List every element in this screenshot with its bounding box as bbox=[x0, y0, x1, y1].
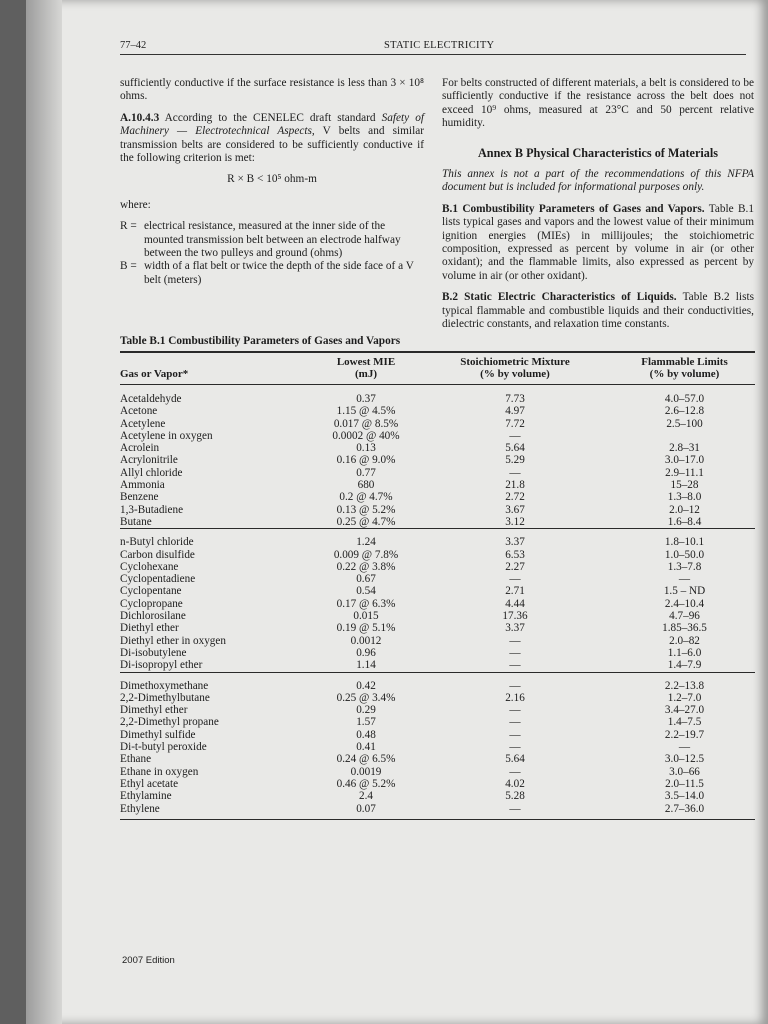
section-number: A.10.4.3 bbox=[120, 111, 160, 124]
separator-cell bbox=[416, 672, 614, 680]
cell-mie: 1.24 bbox=[356, 536, 376, 549]
group-separator bbox=[120, 672, 755, 680]
table-row bbox=[120, 635, 755, 647]
cell-mie: 680 bbox=[357, 479, 375, 492]
cell-flammable-limits: 2.6–12.8 bbox=[664, 405, 705, 418]
separator-cell bbox=[316, 529, 416, 537]
table-row bbox=[120, 647, 755, 659]
header-flam-line2: (% by volume) bbox=[649, 368, 720, 380]
page-gutter bbox=[26, 0, 62, 1024]
cell-mie: 0.16 @ 9.0% bbox=[336, 454, 396, 467]
row-spacer bbox=[120, 385, 755, 394]
cell-gas: Cyclohexane bbox=[120, 560, 179, 573]
cell-gas: Dichlorosilane bbox=[120, 610, 186, 623]
cell-gas: Di-isopropyl ether bbox=[120, 659, 203, 672]
cell-mie: 0.48 bbox=[356, 728, 376, 741]
table-row bbox=[120, 622, 755, 634]
table-row bbox=[120, 716, 755, 728]
cell-stoichiometric: — bbox=[509, 716, 521, 729]
cell-mie: 0.77 bbox=[356, 466, 376, 479]
table-row bbox=[120, 491, 755, 503]
cell-stoichiometric: 5.29 bbox=[505, 454, 525, 467]
standard-title: Safety of Machinery — Electrotechnical Aspects, bbox=[120, 111, 425, 138]
cell-mie: 0.07 bbox=[316, 803, 416, 820]
cell-flammable-limits: 3.4–27.0 bbox=[664, 704, 705, 717]
header-stoich-line2: (% by volume) bbox=[480, 368, 550, 380]
cell-gas: Diethyl ether in oxygen bbox=[120, 634, 226, 647]
paragraph-b2 bbox=[442, 291, 754, 331]
cell-gas: Acetone bbox=[120, 405, 158, 418]
table-b1 bbox=[120, 351, 755, 820]
spacer-cell bbox=[614, 385, 755, 394]
cell-stoichiometric: — bbox=[416, 803, 614, 820]
table-row bbox=[120, 585, 755, 597]
annex-heading: Annex B Physical Characteristics of Materials bbox=[478, 145, 718, 160]
cell-flammable-limits: 2.9–11.1 bbox=[665, 466, 704, 479]
table-body bbox=[120, 385, 755, 820]
cell-stoichiometric: 3.37 bbox=[505, 536, 525, 549]
separator-cell bbox=[120, 529, 316, 537]
cell-gas: Acetylene in oxygen bbox=[120, 429, 213, 442]
cell-gas: Benzene bbox=[120, 491, 159, 504]
cell-mie: 0.54 bbox=[356, 585, 376, 598]
cell-mie: 0.13 bbox=[356, 442, 376, 455]
page-number: 77–42 bbox=[120, 40, 147, 51]
cell-stoichiometric: 2.72 bbox=[505, 491, 525, 504]
table-row bbox=[120, 442, 755, 454]
cell-stoichiometric: — bbox=[509, 765, 521, 778]
cell-flammable-limits: 2.5–100 bbox=[666, 417, 703, 430]
definition-r bbox=[120, 220, 424, 260]
variable-label: B = bbox=[120, 260, 137, 273]
variable-text: width of a flat belt or twice the depth of the side face of a V belt (meters) bbox=[144, 260, 414, 286]
cell-stoichiometric: 3.67 bbox=[505, 503, 525, 516]
cell-gas: Ethane bbox=[120, 753, 152, 766]
cell-gas: Acetylene bbox=[120, 417, 166, 430]
separator-cell bbox=[614, 672, 755, 680]
cell-stoichiometric: — bbox=[509, 679, 521, 692]
cell-gas: Ethylene bbox=[120, 803, 316, 820]
separator-cell bbox=[316, 672, 416, 680]
cell-mie: 2.4 bbox=[359, 790, 373, 803]
cell-gas: Di-t-butyl peroxide bbox=[120, 741, 207, 754]
table-row bbox=[120, 790, 755, 802]
table-row bbox=[120, 393, 755, 405]
cell-stoichiometric: — bbox=[509, 659, 521, 672]
cell-gas: Ethyl acetate bbox=[120, 777, 179, 790]
paragraph-a-10-4-3 bbox=[120, 112, 424, 166]
cell-gas: Cyclopentane bbox=[120, 585, 182, 598]
cell-stoichiometric: 5.28 bbox=[505, 790, 525, 803]
cell-stoichiometric: — bbox=[509, 429, 521, 442]
cell-flammable-limits: 2.0–82 bbox=[669, 634, 700, 647]
cell-mie: 0.22 @ 3.8% bbox=[336, 560, 396, 573]
cell-gas: Dimethyl ether bbox=[120, 704, 188, 717]
cell-gas: Di-isobutylene bbox=[120, 646, 187, 659]
variable-label: R = bbox=[120, 220, 137, 233]
cell-mie: 0.25 @ 4.7% bbox=[336, 515, 396, 528]
paragraph-text: Table B.2 lists typical flammable and combustible liquids and their conductivities, dielectric constants, and relaxation time constants. bbox=[442, 291, 754, 331]
table-caption: Table B.1 Combustibility Parameters of Gases and Vapors bbox=[120, 335, 401, 347]
variable-text: electrical resistance, measured at the inner side of the mounted transmission belt between an electrode halfway between the two pulleys and ground (ohms) bbox=[144, 220, 401, 260]
cell-stoichiometric: — bbox=[509, 634, 521, 647]
paragraph-text: According to the CENELEC draft standard bbox=[159, 111, 382, 124]
cell-flammable-limits: 1.6–8.4 bbox=[667, 515, 702, 528]
cell-mie: 0.0002 @ 40% bbox=[332, 429, 400, 442]
separator-cell bbox=[120, 672, 316, 680]
cell-flammable-limits: 4.7–96 bbox=[669, 610, 700, 623]
cell-stoichiometric: 7.73 bbox=[505, 393, 525, 405]
cell-flammable-limits: 2.0–12 bbox=[669, 503, 700, 516]
cell-flammable-limits: 1.3–7.8 bbox=[667, 560, 702, 573]
cell-flammable-limits: 15–28 bbox=[670, 479, 699, 492]
cell-gas: Acetaldehyde bbox=[120, 393, 182, 405]
cell-mie: 0.46 @ 5.2% bbox=[336, 777, 396, 790]
table-row bbox=[120, 549, 755, 561]
section-heading-b1: B.1 Combustibility Parameters of Gases and Vapors. bbox=[442, 202, 705, 215]
cell-flammable-limits: 1.8–10.1 bbox=[664, 536, 705, 549]
cell-flammable-limits: 2.2–13.8 bbox=[664, 679, 705, 692]
cell-mie: 0.37 bbox=[356, 393, 376, 405]
cell-stoichiometric: 3.12 bbox=[505, 515, 525, 528]
cell-stoichiometric: 2.71 bbox=[505, 585, 525, 598]
cell-gas: Dimethoxymethane bbox=[120, 679, 209, 692]
cell-stoichiometric: — bbox=[509, 466, 521, 479]
cell-stoichiometric: — bbox=[509, 741, 521, 754]
cell-gas: Carbon disulfide bbox=[120, 548, 195, 561]
cell-flammable-limits: 3.0–66 bbox=[669, 765, 700, 778]
cell-stoichiometric: 4.97 bbox=[505, 405, 525, 418]
cell-gas: Ethylamine bbox=[120, 790, 172, 803]
header-flam-line1: Flammable Limits bbox=[641, 356, 728, 368]
where-label: where: bbox=[120, 198, 151, 211]
table-row bbox=[120, 479, 755, 491]
separator-cell bbox=[614, 529, 755, 537]
cell-mie: 0.67 bbox=[356, 573, 376, 586]
cell-gas: 2,2-Dimethylbutane bbox=[120, 691, 210, 704]
running-title: STATIC ELECTRICITY bbox=[384, 40, 495, 51]
cell-mie: 0.13 @ 5.2% bbox=[336, 503, 396, 516]
table-row bbox=[120, 430, 755, 442]
cell-stoichiometric: 21.8 bbox=[505, 479, 525, 492]
cell-gas: 2,2-Dimethyl propane bbox=[120, 716, 219, 729]
paragraph-text: Table B.1 lists typical gases and vapors and the lowest value of their minimum ignition energies (MIEs) in millijoules; the stoichiometric composition, expressed as percent by volume in air (or other oxidant); and the flammable limits, also expressed as percent by volume in air (or other oxidant). bbox=[442, 202, 754, 282]
paragraph-surface-resistance: sufficiently conductive if the surface resistance is less than 3 × 10⁸ ohms. bbox=[120, 77, 424, 103]
cell-gas: n-Butyl chloride bbox=[120, 536, 194, 549]
cell-flammable-limits: — bbox=[678, 741, 691, 754]
cell-flammable-limits bbox=[614, 430, 755, 442]
cell-mie: 0.0012 bbox=[350, 634, 382, 647]
cell-stoichiometric: 17.36 bbox=[502, 610, 528, 623]
definition-b bbox=[120, 260, 424, 287]
cell-gas: Ethane in oxygen bbox=[120, 765, 199, 778]
cell-mie: 1.15 @ 4.5% bbox=[336, 405, 396, 418]
cell-mie: 0.2 @ 4.7% bbox=[339, 491, 393, 504]
combustibility-table bbox=[120, 351, 755, 820]
cell-flammable-limits: 1.2–7.0 bbox=[667, 691, 702, 704]
cell-flammable-limits: 1.5 – ND bbox=[663, 585, 706, 598]
cell-flammable-limits: 3.5–14.0 bbox=[664, 790, 705, 803]
cell-mie: 0.41 bbox=[356, 741, 376, 754]
cell-flammable-limits: 1.1–6.0 bbox=[667, 646, 702, 659]
paragraph-b1 bbox=[442, 203, 754, 283]
table-row bbox=[120, 741, 755, 753]
cell-mie: 0.017 @ 8.5% bbox=[333, 417, 399, 430]
cell-flammable-limits: 1.85–36.5 bbox=[662, 622, 707, 635]
cell-mie: 0.009 @ 7.8% bbox=[333, 548, 399, 561]
table-row bbox=[120, 610, 755, 622]
header-stoichiometric bbox=[416, 352, 614, 385]
group-separator bbox=[120, 529, 755, 537]
cell-flammable-limits: 4.0–57.0 bbox=[664, 393, 705, 405]
table-row bbox=[120, 516, 755, 529]
variable-definitions bbox=[120, 220, 424, 287]
cell-flammable-limits: 1.4–7.5 bbox=[667, 716, 702, 729]
cell-stoichiometric: 7.72 bbox=[505, 417, 525, 430]
cell-flammable-limits: 2.2–19.7 bbox=[664, 728, 705, 741]
table-row bbox=[120, 803, 755, 820]
table-row bbox=[120, 573, 755, 585]
cell-stoichiometric: 2.16 bbox=[505, 691, 525, 704]
header-gas: Gas or Vapor* bbox=[120, 352, 316, 385]
cell-flammable-limits: 2.4–10.4 bbox=[664, 597, 705, 610]
table-row bbox=[120, 454, 755, 466]
document-page bbox=[26, 0, 768, 1024]
table-row bbox=[120, 766, 755, 778]
table-row bbox=[120, 405, 755, 417]
table-row bbox=[120, 598, 755, 610]
cell-mie: 0.24 @ 6.5% bbox=[336, 753, 396, 766]
cell-stoichiometric: — bbox=[509, 704, 521, 717]
cell-mie: 1.57 bbox=[356, 716, 376, 729]
cell-stoichiometric: 2.27 bbox=[505, 560, 525, 573]
cell-stoichiometric: — bbox=[509, 728, 521, 741]
header-mie-line1: Lowest MIE bbox=[336, 356, 396, 368]
cell-stoichiometric: 4.44 bbox=[505, 597, 525, 610]
cell-stoichiometric: — bbox=[509, 573, 521, 586]
annex-note: This annex is not a part of the recommendations of this NFPA document but is included for informational purposes only. bbox=[442, 168, 754, 194]
cell-flammable-limits: 3.0–12.5 bbox=[664, 753, 705, 766]
cell-gas: Butane bbox=[120, 515, 152, 528]
cell-gas: Acrolein bbox=[120, 442, 160, 455]
cell-stoichiometric: 4.02 bbox=[505, 777, 525, 790]
cell-stoichiometric: 3.37 bbox=[505, 622, 525, 635]
cell-mie: 0.42 bbox=[356, 679, 376, 692]
header-mie-line2: (mJ) bbox=[355, 368, 377, 380]
header-flammable-limits bbox=[614, 352, 755, 385]
cell-stoichiometric: — bbox=[509, 646, 521, 659]
table-header-row bbox=[120, 352, 755, 385]
cell-flammable-limits: 2.0–11.5 bbox=[665, 777, 704, 790]
cell-gas: Dimethyl sulfide bbox=[120, 728, 196, 741]
cell-mie: 0.19 @ 5.1% bbox=[336, 622, 396, 635]
cell-gas: Cyclopentadiene bbox=[120, 573, 196, 586]
table-row bbox=[120, 536, 755, 548]
spacer-cell bbox=[120, 385, 316, 394]
header-mie bbox=[316, 352, 416, 385]
table-row bbox=[120, 692, 755, 704]
cell-gas: Acrylonitrile bbox=[120, 454, 178, 467]
cell-flammable-limits: 3.0–17.0 bbox=[664, 454, 705, 467]
spacer-cell bbox=[316, 385, 416, 394]
cell-mie: 0.17 @ 6.3% bbox=[336, 597, 396, 610]
formula: R × B < 10⁵ ohm-m bbox=[227, 173, 317, 186]
cell-flammable-limits: 2.8–31 bbox=[669, 442, 700, 455]
left-column bbox=[120, 77, 424, 287]
cell-gas: Diethyl ether bbox=[120, 622, 179, 635]
running-head bbox=[120, 40, 746, 55]
table-row bbox=[120, 504, 755, 516]
table-row bbox=[120, 729, 755, 741]
spacer-cell bbox=[416, 385, 614, 394]
cell-flammable-limits: 1.0–50.0 bbox=[664, 548, 705, 561]
cell-stoichiometric: 5.64 bbox=[505, 442, 525, 455]
header-stoich-line1: Stoichiometric Mixture bbox=[460, 356, 570, 368]
cell-mie: 0.29 bbox=[356, 704, 376, 717]
cell-stoichiometric: 6.53 bbox=[505, 548, 525, 561]
cell-gas: 1,3-Butadiene bbox=[120, 503, 184, 516]
separator-cell bbox=[416, 529, 614, 537]
table-row bbox=[120, 680, 755, 692]
cell-flammable-limits: 1.3–8.0 bbox=[667, 491, 702, 504]
cell-mie: 0.0019 bbox=[350, 765, 382, 778]
table-row bbox=[120, 467, 755, 479]
section-heading-b2: B.2 Static Electric Characteristics of Liquids. bbox=[442, 291, 677, 304]
table-row bbox=[120, 778, 755, 790]
table-row bbox=[120, 561, 755, 573]
cell-flammable-limits: 2.7–36.0 bbox=[614, 803, 755, 820]
table-row bbox=[120, 659, 755, 672]
table-row bbox=[120, 753, 755, 765]
paragraph-text: V belts and similar transmission belts are considered to be sufficiently conductive if the following criterion is met: bbox=[120, 125, 424, 165]
cell-stoichiometric: 5.64 bbox=[505, 753, 525, 766]
edition-footer: 2007 Edition bbox=[122, 955, 175, 966]
cell-gas: Cyclopropane bbox=[120, 597, 183, 610]
cell-mie: 1.14 bbox=[356, 659, 376, 672]
cell-flammable-limits: 1.4–7.9 bbox=[667, 659, 702, 672]
cell-mie: 0.015 bbox=[353, 610, 379, 623]
right-column bbox=[442, 77, 754, 340]
cell-mie: 0.96 bbox=[356, 646, 376, 659]
cell-gas: Allyl chloride bbox=[120, 466, 183, 479]
table-row bbox=[120, 418, 755, 430]
cell-gas: Ammonia bbox=[120, 479, 165, 492]
cell-flammable-limits: — bbox=[678, 573, 691, 586]
table-row bbox=[120, 704, 755, 716]
cell-mie: 0.25 @ 3.4% bbox=[336, 691, 396, 704]
paragraph-belt-resistance: For belts constructed of different materials, a belt is considered to be sufficiently conductive if the resistance across the belt does not exceed 10⁹ ohms, measured at 23°C and 50 percent relative humidity. bbox=[442, 77, 754, 130]
